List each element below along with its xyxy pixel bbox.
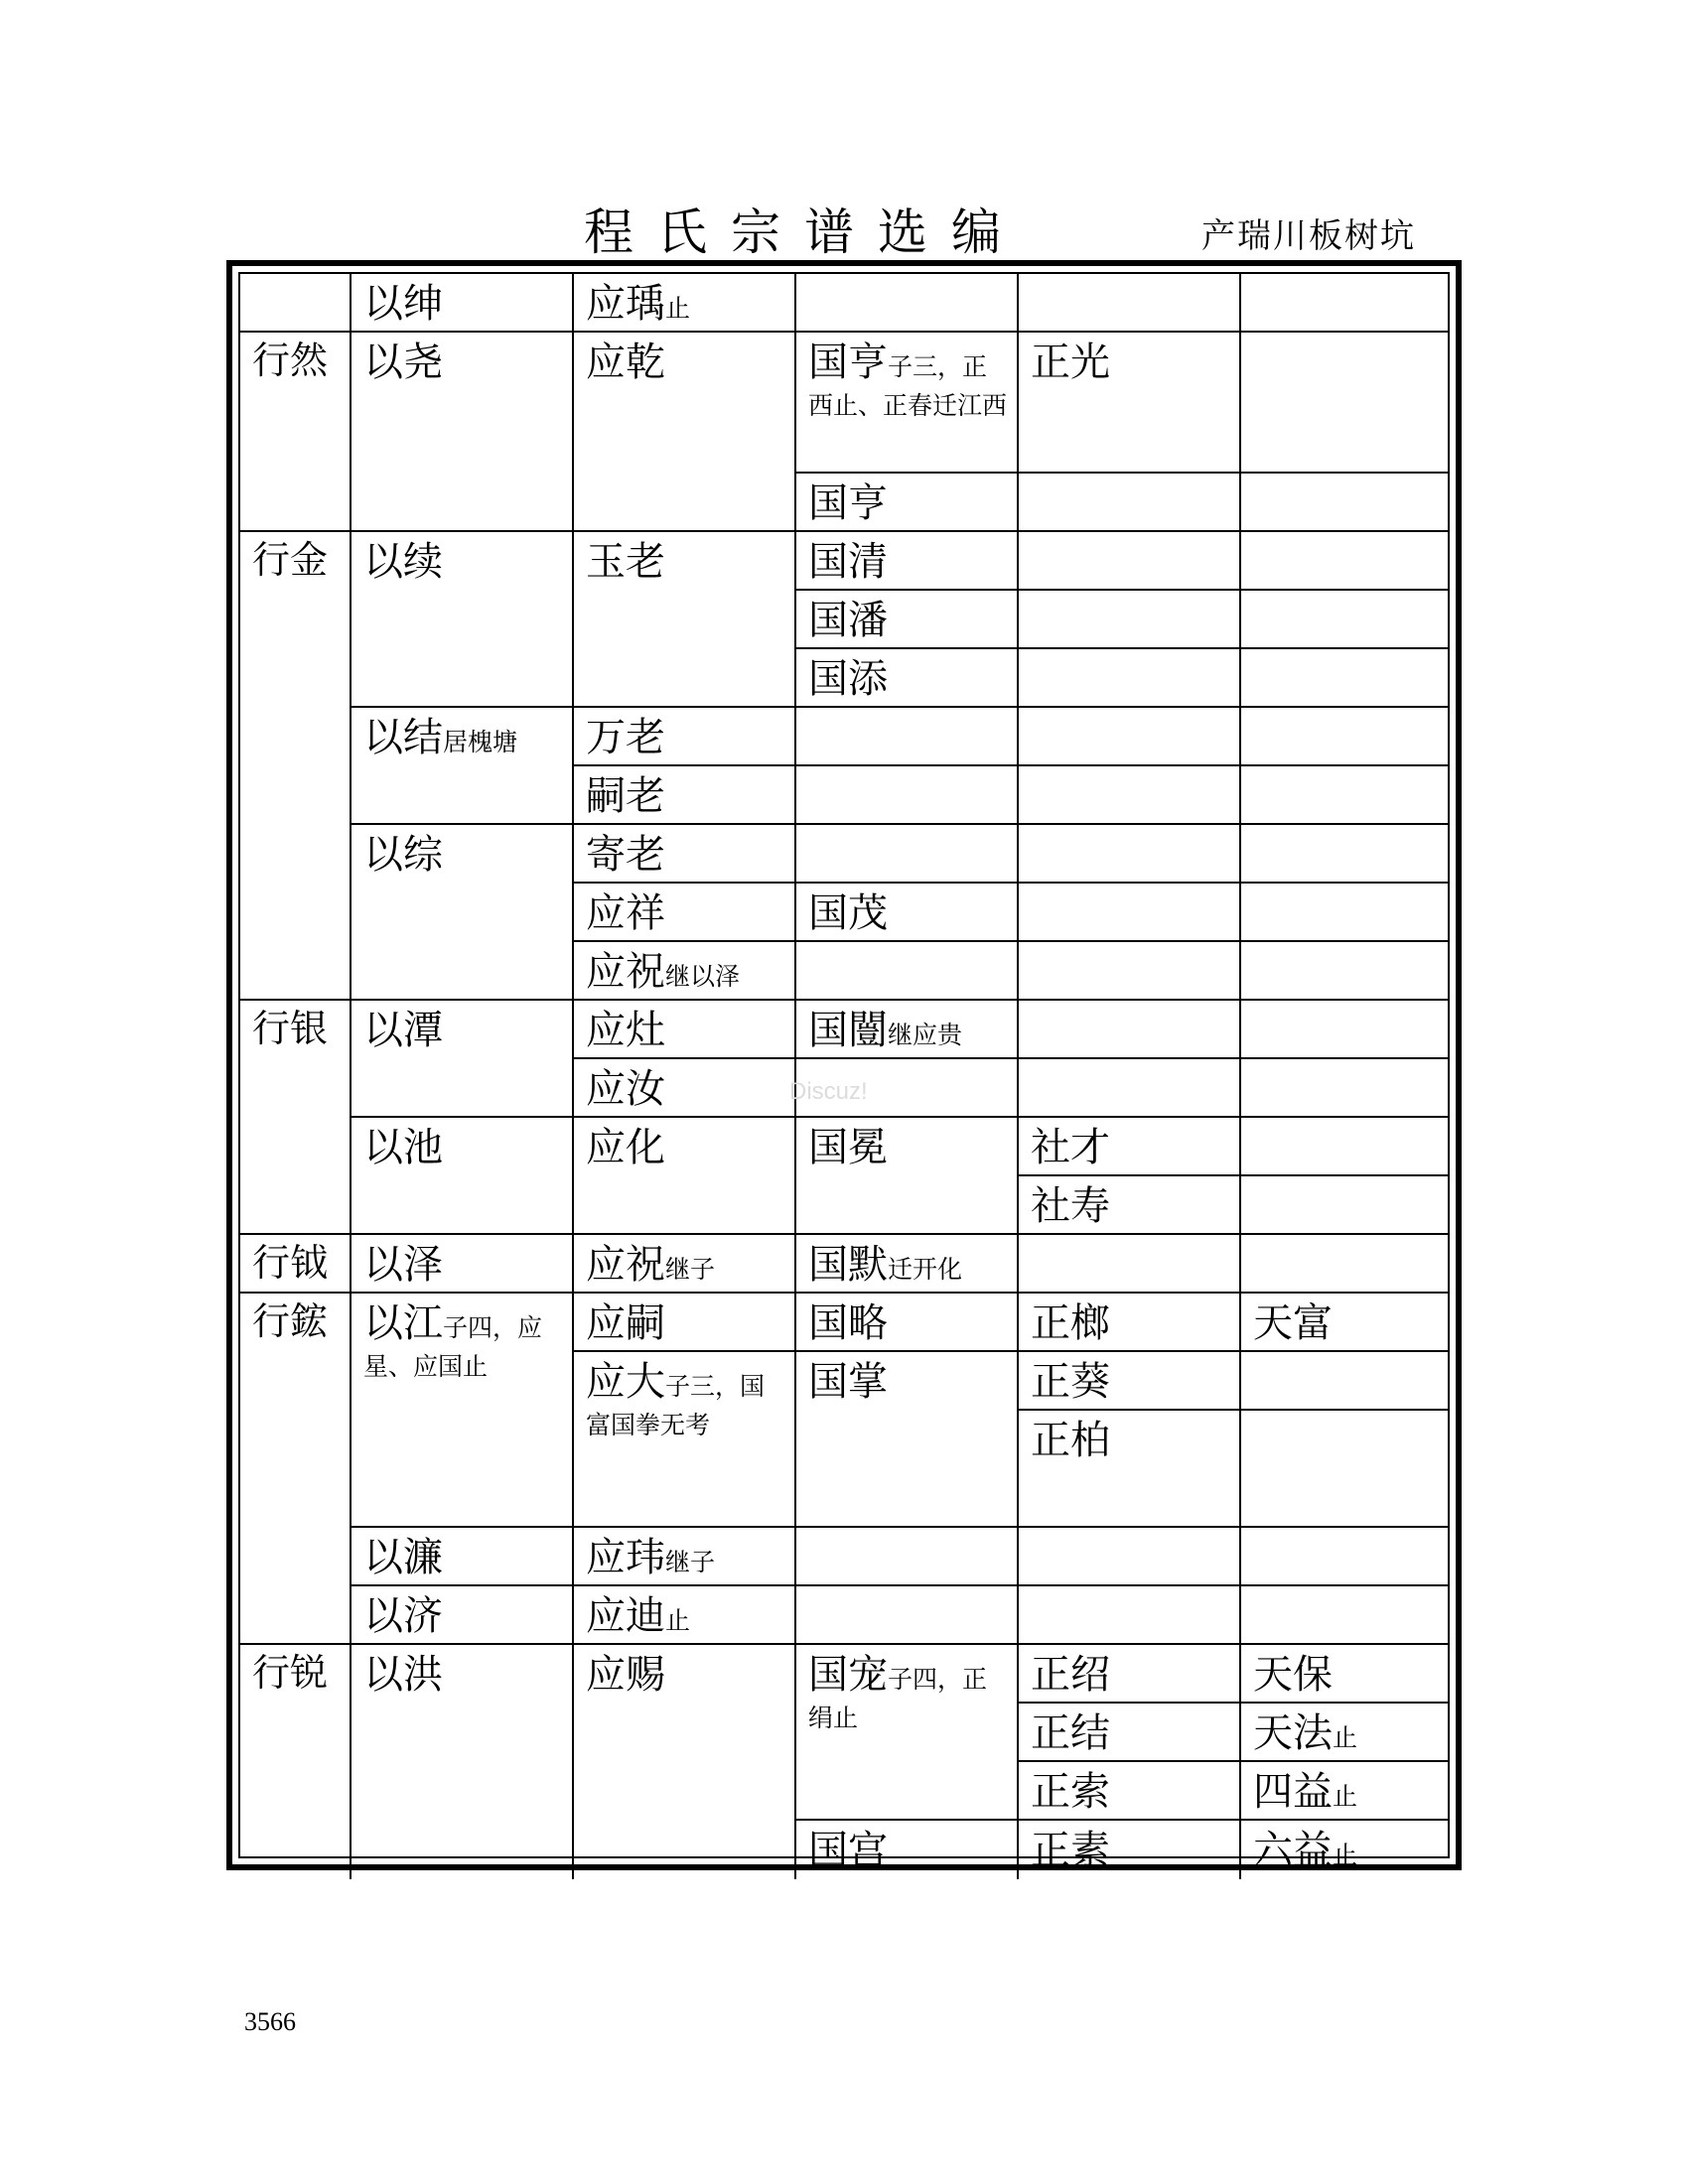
gen2-cell: 以尧 xyxy=(352,333,574,532)
gen2-cell: 以济 xyxy=(352,1586,574,1645)
gen6-cell xyxy=(1241,274,1448,333)
gen5-cell xyxy=(1019,649,1241,708)
gen1-cell: 行钺 xyxy=(240,1235,352,1294)
gen5-cell: 正柏 xyxy=(1019,1411,1241,1528)
gen3-cell: 应灶 xyxy=(574,1001,796,1059)
gen3-cell: 应祥 xyxy=(574,884,796,942)
gen6-cell xyxy=(1241,1352,1448,1411)
gen5-cell: 正葵 xyxy=(1019,1352,1241,1411)
gen5-cell xyxy=(1019,1235,1241,1294)
gen4-cell: 国宫 xyxy=(796,1821,1019,1879)
gen4-cell: 国潘 xyxy=(796,591,1019,649)
gen2-cell: 以续 xyxy=(352,532,574,708)
gen5-cell xyxy=(1019,532,1241,591)
gen6-cell xyxy=(1241,474,1448,532)
gen6-cell: 天保 xyxy=(1241,1645,1448,1704)
page-title: 程氏宗谱选编 xyxy=(584,204,1025,261)
gen5-cell: 社才 xyxy=(1019,1118,1241,1176)
genealogy-table xyxy=(238,272,1450,1873)
gen1-cell: 行然 xyxy=(240,333,352,532)
gen4-cell xyxy=(796,1059,1019,1118)
watermark: Discuz! xyxy=(789,1078,868,1105)
gen3-cell: 应玮继子 xyxy=(574,1528,796,1586)
gen6-cell xyxy=(1241,1176,1448,1235)
gen2-cell: 以池 xyxy=(352,1118,574,1235)
gen5-cell xyxy=(1019,708,1241,766)
gen6-cell xyxy=(1241,333,1448,474)
gen5-cell xyxy=(1019,474,1241,532)
gen3-cell: 应祝继以泽 xyxy=(574,942,796,1001)
gen4-cell xyxy=(796,825,1019,884)
gen5-cell: 正榔 xyxy=(1019,1294,1241,1352)
gen3-cell: 玉老 xyxy=(574,532,796,708)
gen1-cell: 行银 xyxy=(240,1001,352,1235)
gen4-cell: 国添 xyxy=(796,649,1019,708)
gen1-cell: 行锐 xyxy=(240,1645,352,1879)
gen6-cell xyxy=(1241,1586,1448,1645)
gen5-cell xyxy=(1019,1586,1241,1645)
gen6-cell xyxy=(1241,1411,1448,1528)
gen5-cell xyxy=(1019,1059,1241,1118)
gen6-cell xyxy=(1241,825,1448,884)
gen6-cell xyxy=(1241,1059,1448,1118)
gen6-cell xyxy=(1241,1235,1448,1294)
gen5-cell: 社寿 xyxy=(1019,1176,1241,1235)
gen4-cell: 国冕 xyxy=(796,1118,1019,1235)
gen4-cell: 国清 xyxy=(796,532,1019,591)
gen5-cell xyxy=(1019,274,1241,333)
gen3-cell: 应化 xyxy=(574,1118,796,1235)
gen3-cell: 应祝继子 xyxy=(574,1235,796,1294)
gen4-cell: 国闓继应贵 xyxy=(796,1001,1019,1059)
gen6-cell: 天法止 xyxy=(1241,1704,1448,1762)
gen3-cell: 应瑀止 xyxy=(574,274,796,333)
gen1-cell: 行鋐 xyxy=(240,1294,352,1645)
gen4-cell xyxy=(796,1528,1019,1586)
gen6-cell: 四益止 xyxy=(1241,1762,1448,1821)
gen6-cell: 六益止 xyxy=(1253,1828,1358,1873)
gen6-cell xyxy=(1241,884,1448,942)
gen6-cell: 天富 xyxy=(1241,1294,1448,1352)
gen2-cell: 以江子四，应星、应国止 xyxy=(352,1294,574,1528)
gen4-cell: 国茂 xyxy=(796,884,1019,942)
gen6-cell xyxy=(1241,942,1448,1001)
gen4-cell: 国略 xyxy=(796,1294,1019,1352)
gen6-cell xyxy=(1241,649,1448,708)
gen5-cell xyxy=(1019,766,1241,825)
gen6-cell xyxy=(1241,532,1448,591)
page-number: 3566 xyxy=(244,2007,296,2036)
gen6-cell xyxy=(1241,766,1448,825)
gen5-cell: 正素 xyxy=(1019,1821,1241,1879)
gen1-cell: 行金 xyxy=(240,532,352,1001)
gen3-cell: 应乾 xyxy=(574,333,796,532)
gen6-cell xyxy=(1241,1118,1448,1176)
gen5-cell xyxy=(1019,1528,1241,1586)
gen6-cell xyxy=(1241,708,1448,766)
gen5-cell: 正绍 xyxy=(1019,1645,1241,1704)
gen3-cell: 应嗣 xyxy=(574,1294,796,1352)
gen5-cell xyxy=(1019,942,1241,1001)
gen5-cell: 正结 xyxy=(1019,1704,1241,1762)
gen6-cell xyxy=(1241,1001,1448,1059)
genealogy-table-frame xyxy=(226,260,1462,1873)
gen4-cell: 国亨子三，正西止、正春迁江西 xyxy=(796,333,1019,474)
gen3-cell: 嗣老 xyxy=(574,766,796,825)
gen2-cell: 以泽 xyxy=(352,1235,574,1294)
gen2-cell: 以潭 xyxy=(352,1001,574,1118)
gen4-cell xyxy=(796,708,1019,766)
gen3-cell: 应汝 xyxy=(574,1059,796,1118)
gen4-cell: 国亨 xyxy=(796,474,1019,532)
gen3-cell: 应迪止 xyxy=(574,1586,796,1645)
gen2-cell: 以综 xyxy=(352,825,574,1001)
gen5-cell xyxy=(1019,591,1241,649)
gen5-cell xyxy=(1019,1001,1241,1059)
gen3-cell: 应赐 xyxy=(574,1645,796,1879)
gen5-cell: 正光 xyxy=(1019,333,1241,474)
gen3-cell: 寄老 xyxy=(574,825,796,884)
gen5-cell: 正索 xyxy=(1019,1762,1241,1821)
gen4-cell xyxy=(796,274,1019,333)
gen4-cell: 国掌 xyxy=(796,1352,1019,1528)
gen2-cell: 以结居槐塘 xyxy=(352,708,574,825)
gen3-cell: 应大子三，国富国拳无考 xyxy=(574,1352,796,1528)
gen2-cell: 以绅 xyxy=(352,274,574,333)
gen3-cell: 万老 xyxy=(574,708,796,766)
gen4-cell xyxy=(796,1586,1019,1645)
gen1-cell-empty xyxy=(240,274,352,333)
gen4-cell xyxy=(796,766,1019,825)
gen4-cell: 国默迁开化 xyxy=(796,1235,1019,1294)
gen6-cell xyxy=(1241,1528,1448,1586)
gen4-cell xyxy=(796,942,1019,1001)
gen5-cell xyxy=(1019,884,1241,942)
gen2-cell: 以洪 xyxy=(352,1645,574,1879)
gen5-cell xyxy=(1019,825,1241,884)
gen4-cell: 国宠子四，正绢止 xyxy=(796,1645,1019,1821)
page-subtitle: 产瑞川板树坑 xyxy=(1201,216,1416,256)
gen6-cell xyxy=(1241,591,1448,649)
gen2-cell: 以濂 xyxy=(352,1528,574,1586)
